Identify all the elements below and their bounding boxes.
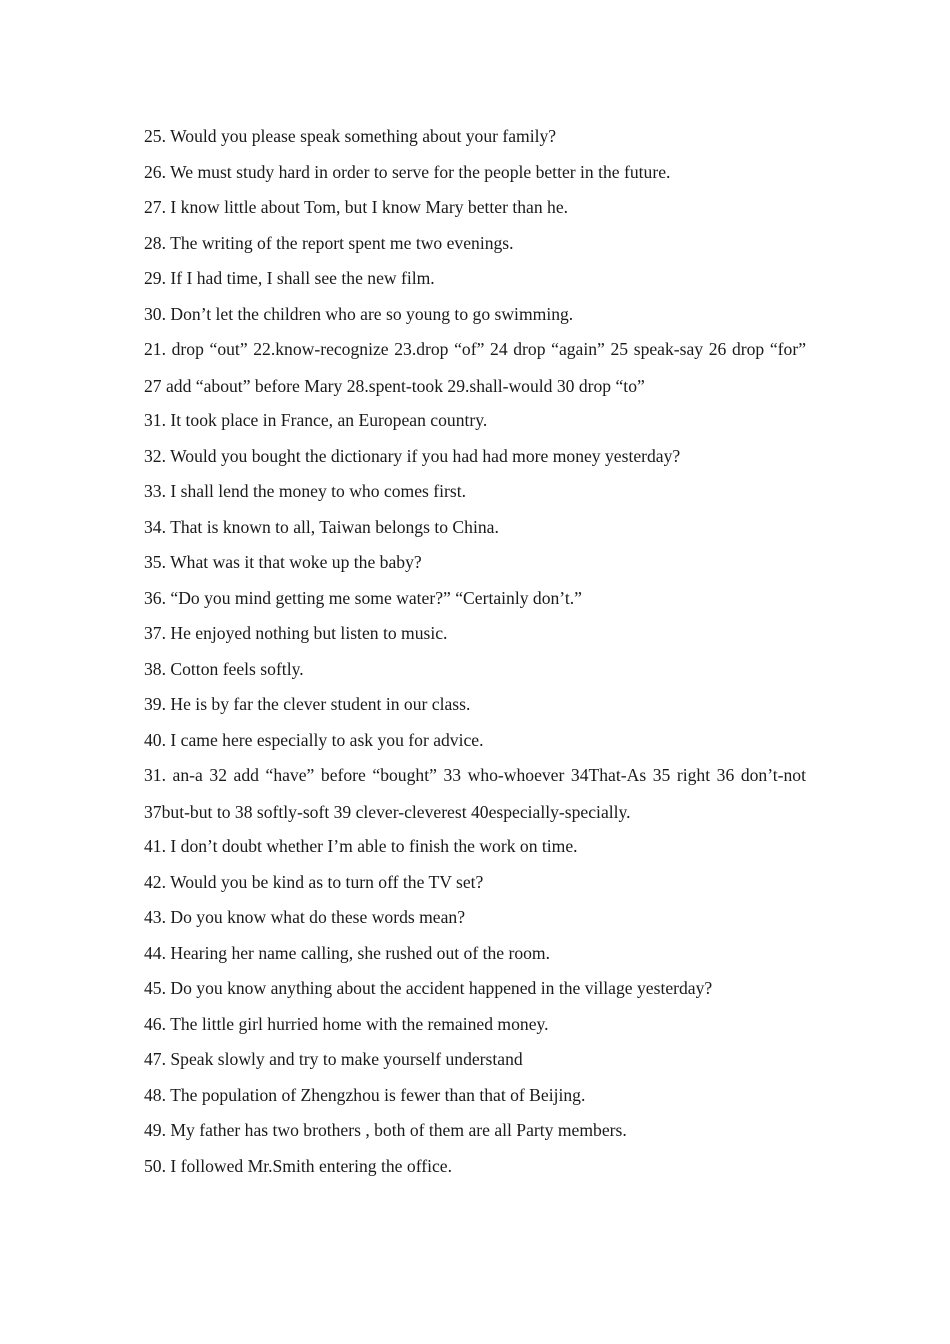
- sentence-44: 44. Hearing her name calling, she rushed out of the room.: [144, 942, 551, 963]
- sentence-35: 35. What was it that woke up the baby?: [144, 552, 422, 572]
- sentence-28: 28. The writing of the report spent me two evenings.: [144, 232, 514, 253]
- sentence-36: 36. “Do you mind getting me some water?” “Certainly don’t.”: [144, 587, 582, 608]
- sentence-33: 33. I shall lend the money to who comes first.: [144, 481, 467, 501]
- sentence-47: 47. Speak slowly and try to make yourself understand: [144, 1049, 523, 1069]
- sentence-45: 45. Do you know anything about the accident happened in the village yesterday?: [144, 978, 713, 998]
- sentence-37: 37. He enjoyed nothing but listen to music.: [144, 623, 448, 643]
- sentence-27: 27. I know little about Tom, but I know Mary better than he.: [144, 197, 569, 217]
- sentence-30: 30. Don’t let the children who are so young to go swimming.: [144, 303, 574, 324]
- sentence-39: 39. He is by far the clever student in our class.: [144, 694, 471, 714]
- document-body: [144, 122, 806, 1187]
- sentence-26: 26. We must study hard in order to serve for the people better in the future.: [144, 161, 671, 182]
- sentence-38: 38. Cotton feels softly.: [144, 658, 304, 679]
- sentence-31: 31. It took place in France, an European country.: [144, 410, 488, 430]
- sentence-34: 34. That is known to all, Taiwan belongs to China.: [144, 516, 499, 537]
- sentence-40: 40. I came here especially to ask you for advice.: [144, 729, 484, 750]
- sentence-32: 32. Would you bought the dictionary if you had had more money yesterday?: [144, 445, 681, 466]
- sentence-43: 43. Do you know what do these words mean?: [144, 907, 466, 927]
- sentence-41: 41. I don’t doubt whether I’m able to finish the work on time.: [144, 836, 578, 856]
- sentence-49: 49. My father has two brothers , both of them are all Party members.: [144, 1120, 627, 1140]
- answer-key-21-30: 21. drop “out” 22.know-recognize 23.drop “of” 24 drop “again” 25 speak-say 26 drop “for” 27 add “about” before Mary 28.spent-took 29.shall-would 30 drop “to”: [144, 339, 806, 396]
- sentence-42: 42. Would you be kind as to turn off the TV set?: [144, 871, 484, 892]
- sentence-29: 29. If I had time, I shall see the new film.: [144, 268, 435, 288]
- answer-key-31-40: 31. an-a 32 add “have” before “bought” 33 who-whoever 34That-As 35 right 36 don’t-not 37but-but to 38 softly-soft 39 clever-cleverest 40especially-specially.: [144, 765, 806, 822]
- sentence-48: 48. The population of Zhengzhou is fewer than that of Beijing.: [144, 1084, 586, 1105]
- sentence-25: 25. Would you please speak something about your family?: [144, 126, 557, 146]
- sentence-50: 50. I followed Mr.Smith entering the office.: [144, 1155, 452, 1176]
- sentence-46: 46. The little girl hurried home with the remained money.: [144, 1013, 549, 1034]
